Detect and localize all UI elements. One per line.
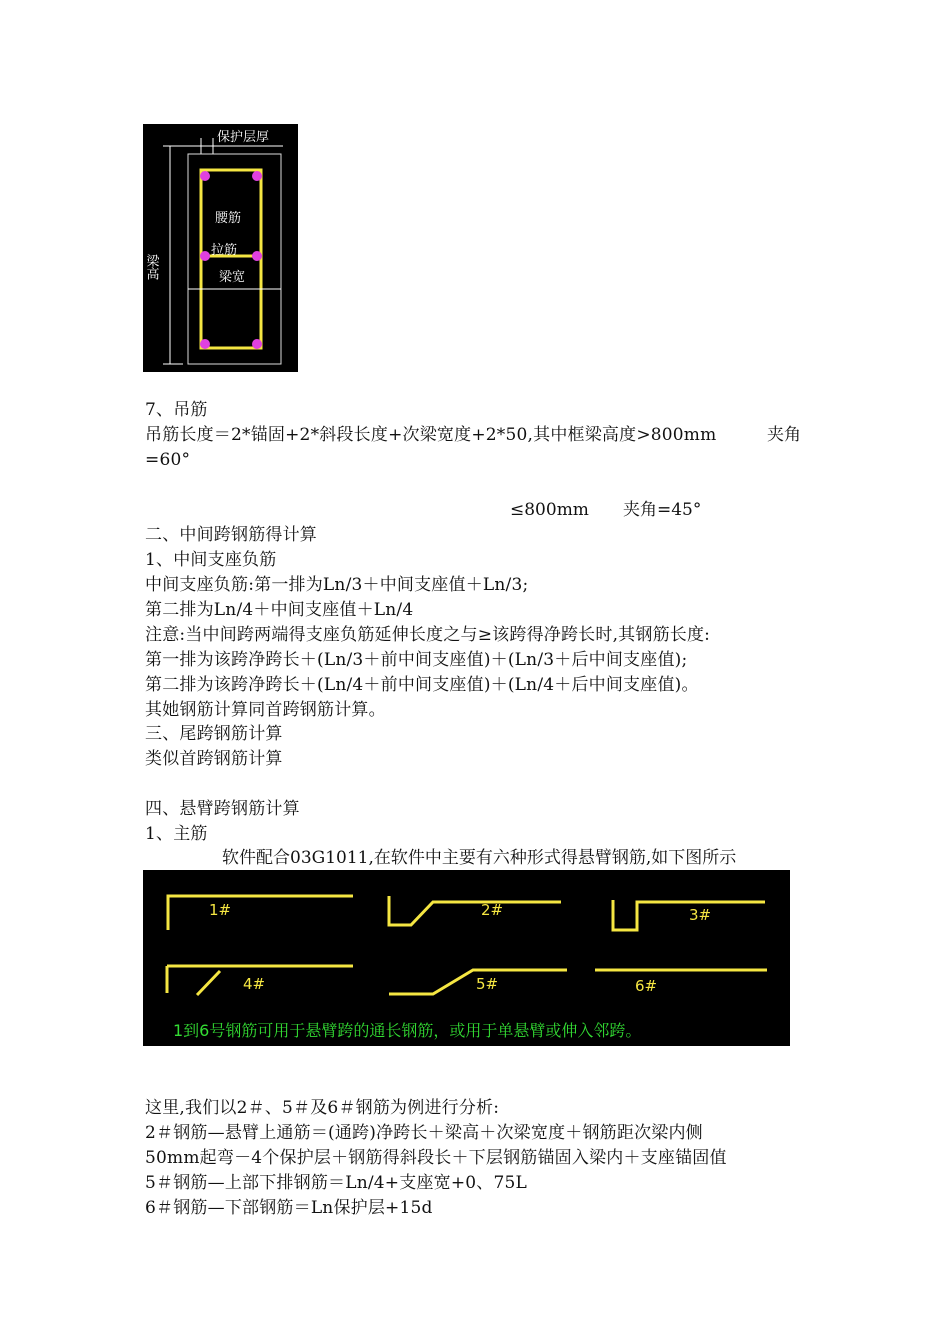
paragraph-line: 第一排为该跨净跨长＋(Ln/3＋前中间支座值)＋(Ln/3＋后中间支座值); [145, 650, 688, 670]
rebar-label-3: 3# [689, 906, 712, 924]
cantilever-rebar-drawing [143, 870, 790, 1046]
waist-bar [252, 251, 262, 261]
analysis-line: 这里,我们以2＃、5＃及6＃钢筋为例进行分析: [145, 1098, 500, 1118]
beam-section-drawing [143, 124, 298, 372]
corner-bar [200, 171, 210, 181]
analysis-line: 2＃钢筋—悬臂上通筋＝(通跨)净跨长＋梁高＋次梁宽度＋钢筋距次梁内侧 [145, 1123, 703, 1143]
paragraph-line: 第二排为该跨净跨长＋(Ln/4＋前中间支座值)＋(Ln/4＋后中间支座值)。 [145, 675, 699, 695]
rebar-label-1: 1# [209, 901, 232, 919]
condition-2: ≤800mm [510, 500, 589, 520]
rebar-label-4: 4# [243, 975, 266, 993]
section-3-heading: 三、尾跨钢筋计算 [145, 724, 283, 744]
section-2-heading: 二、中间跨钢筋得计算 [145, 525, 317, 545]
paragraph-line: 注意:当中间跨两端得支座负筋延伸长度之与≥该跨得净跨长时,其钢筋长度: [145, 625, 711, 645]
tie-label: 拉筋 [211, 243, 238, 258]
angle-value-1: =60° [145, 450, 191, 470]
rebar-label-5: 5# [476, 975, 499, 993]
rebar-type-1 [168, 896, 353, 930]
corner-bar [252, 339, 262, 349]
beam-section-figure [143, 124, 298, 372]
section-2-sub1: 1、中间支座负筋 [145, 550, 277, 570]
angle-label-2: 夹角=45° [623, 500, 702, 520]
paragraph-line: 第二排为Ln/4＋中间支座值＋Ln/4 [145, 600, 414, 620]
section-4-intro: 软件配合03G1011,在软件中主要有六种形式得悬臂钢筋,如下图所示 [222, 848, 737, 868]
width-label: 梁宽 [219, 270, 246, 285]
section-7-heading: 7、吊筋 [145, 400, 208, 420]
hanger-formula: 吊筋长度＝2*锚固+2*斜段长度+次梁宽度+2*50,其中框梁高度>800mm [145, 425, 717, 445]
waist-label: 腰筋 [215, 211, 242, 226]
paragraph-line: 其她钢筋计算同首跨钢筋计算。 [145, 700, 386, 720]
rebar-label-6: 6# [635, 977, 658, 995]
height-label: 梁高 [143, 254, 159, 280]
rebar-type-2 [389, 896, 561, 925]
cover-label: 保护层厚 [217, 130, 270, 145]
paragraph-line: 中间支座负筋:第一排为Ln/3＋中间支座值＋Ln/3; [145, 575, 529, 595]
section-4-heading: 四、悬臂跨钢筋计算 [145, 799, 300, 819]
stirrup [201, 170, 261, 348]
corner-bar [252, 171, 262, 181]
corner-bar [200, 339, 210, 349]
rebar-label-2: 2# [481, 901, 504, 919]
cantilever-rebar-figure [143, 870, 790, 1046]
paragraph-line: 类似首跨钢筋计算 [145, 749, 283, 769]
analysis-line: 5＃钢筋—上部下排钢筋＝Ln/4+支座宽+0、75L [145, 1173, 528, 1193]
section-4-sub1: 1、主筋 [145, 824, 208, 844]
analysis-line: 50mm起弯－4个保护层＋钢筋得斜段长＋下层钢筋锚固入梁内＋支座锚固值 [145, 1148, 727, 1168]
analysis-line: 6＃钢筋—下部钢筋＝Ln保护层+15d [145, 1198, 433, 1218]
figure-caption: 1到6号钢筋可用于悬臂跨的通长钢筋，或用于单悬臂或伸入邻跨。 [173, 1021, 642, 1040]
angle-label-1: 夹角 [767, 425, 801, 445]
waist-bar [200, 251, 210, 261]
